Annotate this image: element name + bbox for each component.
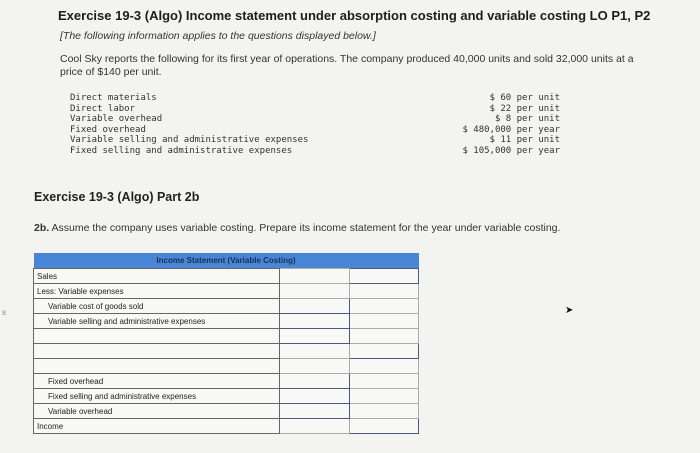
table-row: [34, 419, 419, 434]
row-label: Income: [37, 421, 64, 431]
total-input[interactable]: [349, 269, 418, 284]
cost-label: Variable selling and administrative expenses: [70, 135, 309, 145]
cost-value: $ 11 per unit: [489, 135, 560, 145]
amount-input[interactable]: [280, 419, 349, 434]
total-input[interactable]: [349, 329, 418, 344]
row-label-input[interactable]: [34, 389, 280, 404]
amount-input[interactable]: [280, 269, 349, 284]
total-input[interactable]: [349, 314, 418, 329]
total-input[interactable]: [349, 404, 418, 419]
info-note: [The following information applies to the questions displayed below.]: [60, 30, 376, 42]
amount-input[interactable]: [280, 284, 349, 299]
amount-input[interactable]: [280, 329, 349, 344]
row-label: Less: Variable expenses: [37, 286, 124, 296]
cost-data-row: [70, 125, 560, 136]
row-label-input[interactable]: [34, 404, 280, 419]
amount-input[interactable]: [280, 389, 349, 404]
cost-value: $ 105,000 per year: [462, 145, 560, 156]
table-row: [34, 314, 419, 329]
row-label-input[interactable]: [34, 359, 280, 374]
row-label-input[interactable]: [34, 419, 280, 434]
cost-data-row: [70, 114, 560, 125]
cost-data-row: [70, 135, 560, 146]
cost-label: Direct labor: [70, 103, 136, 114]
income-statement-table: [33, 253, 419, 434]
table-row: [34, 299, 419, 314]
cost-label: Variable overhead: [70, 114, 163, 124]
amount-input[interactable]: [280, 299, 349, 314]
row-label: Fixed selling and administrative expenses: [48, 391, 197, 401]
table-row: [34, 359, 419, 374]
row-label-input[interactable]: [34, 284, 280, 299]
row-label: Fixed overhead: [48, 376, 104, 386]
row-label-input[interactable]: [34, 269, 280, 284]
table-row: [34, 269, 419, 284]
cost-label: Fixed overhead: [70, 124, 146, 135]
amount-input[interactable]: [280, 374, 349, 389]
mouse-cursor-icon: ➤: [565, 305, 574, 316]
total-input[interactable]: [349, 419, 418, 434]
cost-data-row: [70, 93, 560, 104]
cost-value: $ 22 per unit: [489, 103, 560, 114]
table-row: [34, 284, 419, 299]
row-label: Variable cost of goods sold: [48, 301, 144, 311]
total-input[interactable]: [349, 389, 418, 404]
question-number: 2b.: [34, 222, 50, 234]
part-title: Exercise 19-3 (Algo) Part 2b: [34, 190, 200, 204]
total-input[interactable]: [349, 344, 418, 359]
row-label-input[interactable]: [34, 314, 280, 329]
total-input[interactable]: [349, 299, 418, 314]
row-label-input[interactable]: [34, 299, 280, 314]
question-body: Assume the company uses variable costing. Prepare its income statement for the year under variable costing.: [49, 222, 561, 234]
question-text: [34, 222, 560, 234]
table-row: [34, 404, 419, 419]
row-label: Variable overhead: [48, 406, 113, 416]
amount-input[interactable]: [280, 404, 349, 419]
table-row: [34, 344, 419, 359]
cost-value: $ 60 per unit: [489, 93, 560, 103]
table-header: Income Statement (Variable Costing): [34, 253, 419, 269]
row-label-input[interactable]: [34, 344, 280, 359]
cost-data-row: [70, 146, 560, 157]
total-input[interactable]: [349, 359, 418, 374]
amount-input[interactable]: [280, 344, 349, 359]
amount-input[interactable]: [280, 359, 349, 374]
cost-data-list: [70, 93, 560, 156]
table-row: [34, 329, 419, 344]
total-input[interactable]: [349, 374, 418, 389]
row-label: Sales: [37, 271, 58, 281]
cost-value: $ 8 per unit: [494, 114, 560, 124]
exercise-title: Exercise 19-3 (Algo) Income statement under absorption costing and variable costing LO P1, P2: [58, 8, 651, 23]
cost-value: $ 480,000 per year: [462, 124, 560, 135]
row-label-input[interactable]: [34, 329, 280, 344]
row-label: Variable selling and administrative expenses: [48, 316, 206, 326]
intro-text: Cool Sky reports the following for its first year of operations. The company produced 40,000 units and sold 32,000 units at a price of $140 per unit.: [60, 53, 634, 78]
cost-label: Fixed selling and administrative expenses: [70, 145, 293, 156]
total-input[interactable]: [349, 284, 418, 299]
cost-data-row: [70, 104, 560, 115]
table-row: [34, 374, 419, 389]
cost-label: Direct materials: [70, 93, 157, 103]
amount-input[interactable]: [280, 314, 349, 329]
table-row: [34, 389, 419, 404]
side-mark: s: [2, 308, 6, 317]
row-label-input[interactable]: [34, 374, 280, 389]
